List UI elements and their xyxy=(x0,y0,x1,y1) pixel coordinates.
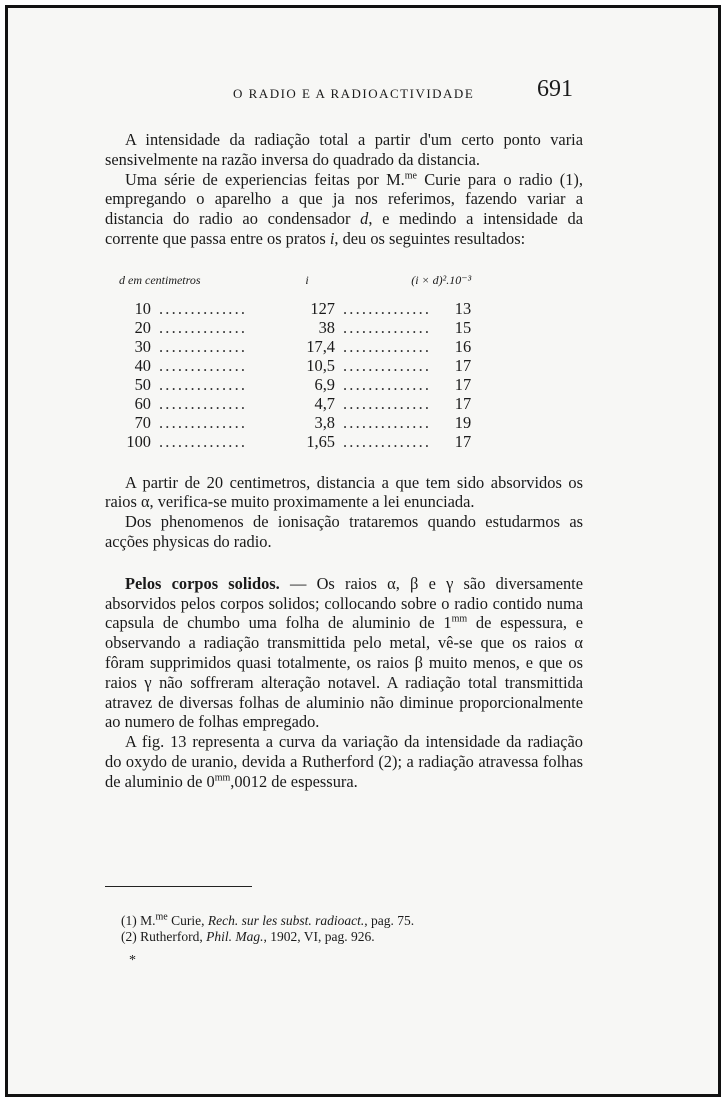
cell-dots-group xyxy=(335,337,431,356)
cell-d-group xyxy=(119,337,279,356)
table-row xyxy=(119,356,471,375)
cell-d-group xyxy=(119,318,279,337)
cell-product: 17 xyxy=(454,393,472,413)
paragraph-6-part-b: ,0012 de espessura. xyxy=(230,771,358,791)
cell-d: 60 xyxy=(134,393,151,413)
cell-d-group xyxy=(119,413,279,432)
table-row xyxy=(119,394,471,413)
cell-product: 17 xyxy=(454,431,472,451)
cell-product: 16 xyxy=(454,336,472,356)
footnote-1-part-c: , pag. 75. xyxy=(364,913,415,928)
cell-i: 4,7 xyxy=(314,393,335,413)
paragraph-3: A partir de 20 centimetros, distancia a que tem sido absorvidos os raios α, verifica-se muito proximamente a lei enunciada. xyxy=(105,472,583,512)
cell-d: 50 xyxy=(134,374,151,394)
paragraph-2-part-e: , deu os seguintes resultados: xyxy=(334,228,526,248)
table-body xyxy=(119,299,471,451)
paragraph-2-part-a: Uma série de experiencias feitas por M. xyxy=(125,169,405,189)
cell-d: 70 xyxy=(134,412,151,432)
section-title: Pelos corpos solidos. xyxy=(125,573,280,593)
body-text xyxy=(105,130,583,792)
header-i: i xyxy=(305,272,309,287)
cell-i: 1,65 xyxy=(306,431,335,451)
table-row xyxy=(119,413,471,432)
footnote-1-part-a: (1) M. xyxy=(121,913,156,928)
footnote-1 xyxy=(121,913,414,929)
superscript-mm: mm xyxy=(451,613,468,625)
page-header xyxy=(103,76,573,102)
cell-i: 127 xyxy=(310,298,335,318)
signature-mark: * xyxy=(129,953,136,968)
footnote-1-sup: me xyxy=(155,911,168,923)
cell-i: 6,9 xyxy=(314,374,335,394)
header-d: d em centimetros xyxy=(119,272,201,287)
cell-d-group xyxy=(119,356,279,375)
book-page xyxy=(5,5,721,1097)
cell-dots-group xyxy=(335,413,431,432)
leader-dots: .............. xyxy=(343,336,432,356)
superscript-me: me xyxy=(404,170,417,182)
paragraph-5-part-a: — Os raios α, β e γ são diversamente absorvidos pelos corpos solidos; collocando sobre o radio contido numa capsula de chumbo uma folha de aluminio de 1 xyxy=(105,573,583,633)
footnote-2-title: Phil. Mag. xyxy=(206,929,264,944)
cell-dots-group xyxy=(335,394,431,413)
page-number: 691 xyxy=(537,76,573,102)
cell-d: 10 xyxy=(134,298,151,318)
cell-i: 38 xyxy=(318,317,335,337)
cell-product: 17 xyxy=(454,374,472,394)
cell-product: 15 xyxy=(454,317,472,337)
cell-d: 100 xyxy=(126,431,151,451)
cell-d-group xyxy=(119,375,279,394)
paragraph-5-part-b: de espessura, e observando a radiação transmittida pelo metal, vê-se que os raios α fôram supprimidos quasi totalmente, os raios β muito menos, e que os raios γ não soffreram alteração notavel. A radiação total transmittida atravez de diversas folhas de aluminio não diminue proporcionalmente ao numero de folhas empregado. xyxy=(105,613,583,732)
cell-d: 30 xyxy=(134,336,151,356)
cell-i: 17,4 xyxy=(306,336,335,356)
paragraph-1: A intensidade da radiação total a partir d'um certo ponto varia sensivelmente na razão inversa do quadrado da distancia. xyxy=(105,130,583,169)
cell-dots-group xyxy=(335,356,431,375)
paragraph-6-part-a: A fig. 13 representa a curva da variação da intensidade da radiação do oxydo de uranio, devida a Rutherford (2); a radiação atravessa folhas de aluminio de 0 xyxy=(105,732,583,791)
leader-dots: .............. xyxy=(159,298,248,318)
leader-dots: .............. xyxy=(343,431,432,451)
footnote-2-part-a: (2) Rutherford, xyxy=(121,929,207,944)
running-head: O RADIO E A RADIOACTIVIDADE xyxy=(233,86,475,101)
table-row xyxy=(119,318,471,337)
superscript-mm-2: mm xyxy=(214,772,231,784)
leader-dots: .............. xyxy=(343,374,432,394)
leader-dots: .............. xyxy=(159,374,248,394)
cell-dots-group xyxy=(335,432,431,451)
paragraph-4: Dos phenomenos de ionisação trataremos quando estudarmos as acções physicas do radio. xyxy=(105,512,583,551)
leader-dots: .............. xyxy=(159,412,248,432)
cell-i: 10,5 xyxy=(306,355,335,375)
variable-i: i xyxy=(329,228,335,248)
leader-dots: .............. xyxy=(343,355,432,375)
footnote-1-part-b: Curie, xyxy=(167,913,208,928)
cell-dots-group xyxy=(335,299,431,318)
table-row xyxy=(119,432,471,451)
paragraph-2 xyxy=(105,170,583,249)
cell-product: 19 xyxy=(454,412,472,432)
table-row xyxy=(119,299,471,318)
leader-dots: .............. xyxy=(343,317,432,337)
paragraph-2-part-b: Curie para o radio (1), empregando o aparelho a que ja nos referimos, fazendo variar a distancia do radio ao condensador xyxy=(105,169,583,229)
footnote-2 xyxy=(121,929,414,945)
footnote-2-part-b: , 1902, VI, pag. 926. xyxy=(263,929,375,944)
leader-dots: .............. xyxy=(159,336,248,356)
leader-dots: .............. xyxy=(343,412,432,432)
cell-dots-group xyxy=(335,318,431,337)
leader-dots: .............. xyxy=(159,393,248,413)
leader-dots: .............. xyxy=(159,355,248,375)
header-product: (i × d)².10⁻³ xyxy=(411,272,472,287)
variable-d: d xyxy=(360,209,369,229)
footnote-1-title: Rech. sur les subst. radioact. xyxy=(207,913,365,928)
cell-d-group xyxy=(119,432,279,451)
leader-dots: .............. xyxy=(343,298,432,318)
table-row xyxy=(119,337,471,356)
cell-dots-group xyxy=(335,375,431,394)
cell-d-group xyxy=(119,299,279,318)
cell-d: 20 xyxy=(134,317,151,337)
footnotes xyxy=(121,913,414,945)
results-table xyxy=(119,271,471,451)
paragraph-5 xyxy=(105,574,583,732)
cell-d: 40 xyxy=(134,355,151,375)
cell-product: 17 xyxy=(454,355,472,375)
cell-d-group xyxy=(119,394,279,413)
paragraph-2-part-c: , e medindo a intensidade da corrente que passa entre os pratos xyxy=(105,209,583,248)
table-row xyxy=(119,375,471,394)
leader-dots: .............. xyxy=(159,431,248,451)
table-header-row xyxy=(119,271,471,299)
cell-product: 13 xyxy=(454,298,472,318)
paragraph-6 xyxy=(105,732,583,791)
cell-i: 3,8 xyxy=(314,412,335,432)
leader-dots: .............. xyxy=(159,317,248,337)
footnote-rule xyxy=(105,886,252,887)
leader-dots: .............. xyxy=(343,393,432,413)
